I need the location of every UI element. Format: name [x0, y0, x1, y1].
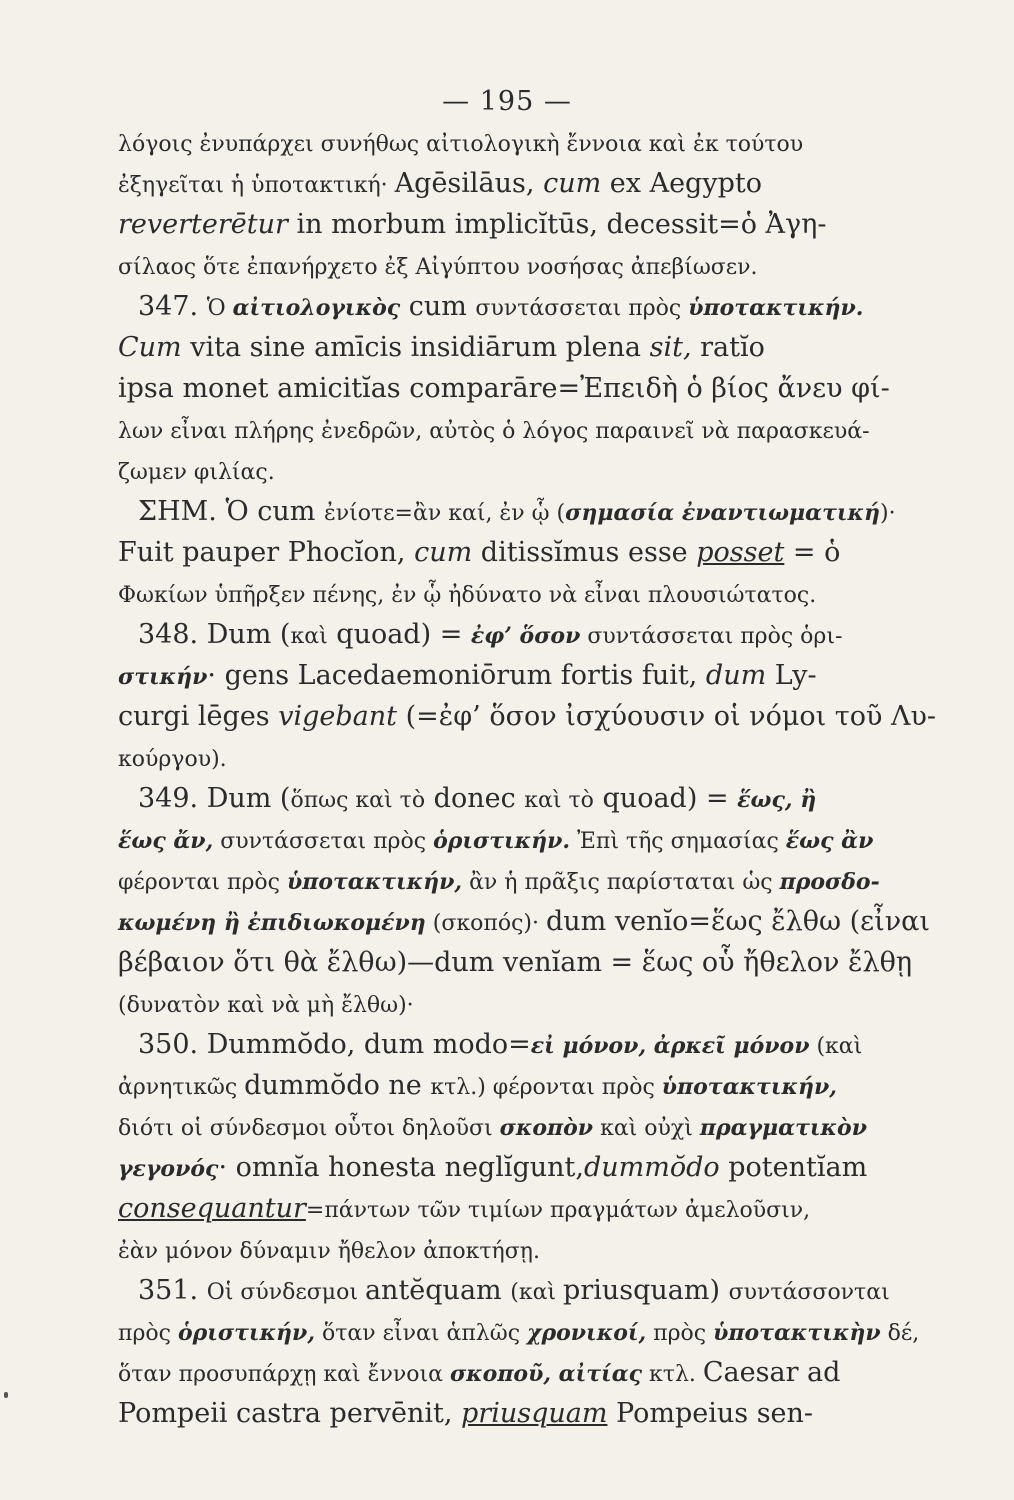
- text-segment: ἐφ’ ὅσον: [470, 623, 581, 649]
- text-segment: Pompeii castra pervēnit,: [118, 1398, 461, 1429]
- text-segment: ἕως, ἢ: [737, 787, 817, 813]
- page-number: — 195 —: [442, 86, 572, 117]
- text-segment: sit,: [649, 332, 692, 363]
- text-segment: ditissĭmus esse: [472, 537, 697, 568]
- text-segment: (=ἐφ’ ὅσον ἰσχύουσιν οἱ νόμοι τοῦ Λυ-: [397, 701, 937, 732]
- text-segment: κωμένη ἢ ἐπιδιωκομένη: [118, 910, 426, 936]
- text-line: [118, 368, 896, 409]
- text-segment: πραγματικὸν: [699, 1115, 867, 1141]
- text-segment: γεγονός: [118, 1156, 219, 1182]
- text-line: [118, 573, 896, 614]
- text-segment: βέβαιον ὅτι θὰ ἔλθω)—dum venĭam = ἕως οὗ ἤθελον ἔλθῃ: [118, 947, 912, 978]
- text-segment: Οἱ σύνδεσμοι: [206, 1280, 365, 1305]
- text-segment: =πάντων τῶν τιμίων πραγμάτων ἀμελοῦσιν,: [305, 1198, 811, 1223]
- text-block: [118, 122, 937, 1434]
- text-segment: ἀρνητικῶς: [118, 1075, 245, 1100]
- text-line: [118, 1106, 896, 1147]
- text-segment: dummŏdo ne: [244, 1070, 431, 1101]
- text-line: [118, 1147, 896, 1188]
- text-segment: σκοποῦ, αἰτίας: [449, 1361, 643, 1387]
- text-line: [118, 655, 896, 696]
- text-segment: συντάσσεται πρὸς: [475, 296, 689, 321]
- text-line: [118, 245, 896, 286]
- text-segment: ratĭo: [691, 332, 765, 363]
- text-line: [118, 1393, 896, 1434]
- text-segment: dum venĭo=ἕως ἔλθω (εἶναι: [545, 906, 930, 937]
- text-line: [118, 1311, 920, 1352]
- text-segment: ipsa monet amicitĭas comparāre=Ἐπειδὴ ὁ βίος ἄνευ φί-: [118, 373, 890, 404]
- text-segment: cum: [414, 537, 473, 568]
- text-line: [118, 1270, 896, 1311]
- text-segment: εἰ μόνον, ἀρκεῖ μόνον: [530, 1033, 810, 1059]
- text-segment: ὁριστικήν.: [433, 828, 571, 854]
- text-segment: ζωμεν φιλίας.: [118, 460, 275, 485]
- text-segment: ἕως ἄν,: [118, 828, 214, 854]
- text-segment: ἕως ἂν: [785, 828, 874, 854]
- text-line: [118, 450, 896, 491]
- text-segment: quoad) =: [593, 783, 738, 814]
- text-segment: ὁριστικήν,: [177, 1320, 315, 1346]
- text-line: [118, 491, 896, 532]
- text-segment: 349. Dum (: [138, 783, 291, 814]
- text-segment: λόγοις ἐνυπάρχει συνήθως αἰτιολογικὴ ἔννοια καὶ ἐκ τούτου: [118, 132, 804, 157]
- text-line: [118, 409, 896, 450]
- text-segment: προσδο-: [779, 869, 880, 895]
- text-segment: Caesar ad: [702, 1357, 841, 1388]
- text-segment: vigebant: [278, 701, 398, 732]
- text-segment: 350. Dummŏdo, dum modo=: [138, 1029, 531, 1060]
- text-segment: ἐὰν μόνον δύναμιν ἤθελον ἀποκτήσῃ.: [118, 1239, 540, 1264]
- text-segment: (καὶ: [510, 1280, 564, 1305]
- text-segment: συντάσσεται πρὸς: [213, 829, 434, 854]
- text-segment: ΣΗΜ. Ὁ cum: [138, 496, 324, 527]
- text-segment: σημασία ἐναντιωματική: [565, 500, 881, 526]
- text-segment: dum: [705, 660, 767, 691]
- text-segment: · omnĭa honesta neglĭgunt,: [218, 1152, 584, 1183]
- text-segment: καὶ τὸ: [524, 788, 594, 813]
- text-segment: 347.: [138, 291, 207, 322]
- text-segment: καὶ οὐχὶ: [593, 1116, 700, 1141]
- text-line: [118, 860, 896, 901]
- text-line: [118, 204, 896, 245]
- text-segment: donec: [425, 783, 525, 814]
- text-segment: posset: [696, 537, 785, 568]
- text-line: [118, 286, 896, 327]
- text-segment: reverterētur: [118, 209, 288, 240]
- text-segment: cum: [543, 168, 602, 199]
- text-segment: Ὁ: [206, 296, 233, 321]
- text-line: [118, 901, 930, 942]
- text-line: [118, 327, 896, 368]
- text-segment: Φωκίων ὑπῆρξεν πένης, ἐν ᾧ ἠδύνατο νὰ εἶναι πλουσιώτατος.: [118, 583, 817, 608]
- text-segment: Cum: [118, 332, 182, 363]
- text-segment: cum: [400, 291, 476, 322]
- text-segment: ὑποτακτικήν,: [661, 1074, 837, 1100]
- text-segment: (σκοπός)·: [425, 911, 546, 936]
- text-segment: ὅταν προσυπάρχῃ καὶ ἔννοια: [118, 1362, 450, 1387]
- text-segment: καὶ: [290, 624, 328, 649]
- text-segment: ἂν ἡ πρᾶξις παρίσταται ὡς: [462, 870, 780, 895]
- text-segment: ἐξηγεῖται ἡ ὑποτακτική·: [118, 173, 395, 198]
- text-segment: )·: [880, 501, 896, 526]
- text-segment: curgi lēges: [118, 701, 279, 732]
- text-segment: dummŏdo: [583, 1152, 720, 1183]
- text-segment: πρὸς: [118, 1321, 178, 1346]
- text-line: [118, 778, 896, 819]
- text-segment: · gens Lacedaemoniōrum fortis fuit,: [207, 660, 706, 691]
- text-line: [118, 1229, 896, 1270]
- text-segment: ἐνίοτε=ἂν καί, ἐν ᾧ (: [323, 501, 566, 526]
- text-line: [118, 696, 937, 737]
- text-segment: ὑποτακτικὴν: [713, 1320, 881, 1346]
- text-segment: συντάσσονται: [728, 1280, 890, 1305]
- text-segment: κτλ.) φέρονται πρὸς: [430, 1075, 662, 1100]
- text-line: [118, 942, 912, 983]
- text-line: [118, 122, 896, 163]
- text-segment: Ly-: [766, 660, 817, 691]
- text-segment: κτλ.: [642, 1362, 703, 1387]
- text-segment: = ὁ: [784, 537, 841, 568]
- text-segment: Fuit pauper Phocĭon,: [118, 537, 415, 568]
- text-segment: κούργου).: [118, 747, 227, 772]
- text-segment: λων εἶναι πλήρης ἐνεδρῶν, αὐτὸς ὁ λόγος παραινεῖ νὰ παρασκευά-: [118, 419, 870, 444]
- text-line: [118, 1024, 896, 1065]
- margin-speck: [4, 1392, 8, 1398]
- text-segment: συντάσσεται πρὸς ὁρι-: [580, 624, 843, 649]
- text-segment: priusquam): [563, 1275, 729, 1306]
- text-line: [118, 614, 896, 655]
- text-segment: consequantur: [118, 1193, 306, 1224]
- text-segment: ὑποτακτικήν.: [688, 295, 864, 321]
- text-line: [118, 819, 896, 860]
- text-segment: σίλαος ὅτε ἐπανήρχετο ἐξ Αἰγύπτου νοσήσας ἀπεβίωσεν.: [118, 255, 758, 280]
- text-segment: αἰτιολογικὸς: [232, 295, 401, 321]
- text-segment: 348. Dum (: [138, 619, 291, 650]
- text-segment: χρονικοί,: [527, 1320, 647, 1346]
- text-segment: antĕquam: [364, 1275, 511, 1306]
- text-segment: φέρονται πρὸς: [118, 870, 287, 895]
- text-segment: ὑποτακτικήν,: [286, 869, 463, 895]
- text-segment: Pompeius sen-: [607, 1398, 814, 1429]
- text-segment: ex Aegypto: [601, 168, 762, 199]
- text-segment: διότι οἱ σύνδεσμοι οὗτοι δηλοῦσι: [118, 1116, 500, 1141]
- text-segment: 351.: [138, 1275, 207, 1306]
- text-line: [118, 983, 896, 1024]
- text-segment: στικήν: [118, 664, 208, 690]
- text-line: [118, 532, 896, 573]
- text-segment: quoad) =: [327, 619, 471, 650]
- text-segment: ὅπως καὶ τὸ: [290, 788, 426, 813]
- text-segment: vita sine amīcis insidiārum plena: [181, 332, 650, 363]
- text-segment: priusquam: [461, 1398, 608, 1429]
- text-line: [118, 737, 896, 778]
- text-segment: (καὶ: [809, 1034, 863, 1059]
- text-segment: (δυνατὸν καὶ νὰ μὴ ἔλθω)·: [118, 993, 414, 1018]
- text-line: [118, 1065, 896, 1106]
- text-line: [118, 1352, 896, 1393]
- text-segment: σκοπὸν: [499, 1115, 594, 1141]
- text-segment: Ἐπὶ τῆς σημασίας: [570, 829, 786, 854]
- text-segment: πρὸς: [646, 1321, 714, 1346]
- text-segment: potentĭam: [719, 1152, 868, 1183]
- text-segment: δέ,: [880, 1321, 920, 1346]
- text-segment: ὅταν εἶναι ἁπλῶς: [314, 1321, 528, 1346]
- text-line: [118, 1188, 896, 1229]
- text-segment: in morbum implicĭtūs, decessit=ὁ Ἀγη-: [287, 209, 827, 240]
- text-segment: Agēsilāus,: [394, 168, 544, 199]
- text-line: [118, 163, 896, 204]
